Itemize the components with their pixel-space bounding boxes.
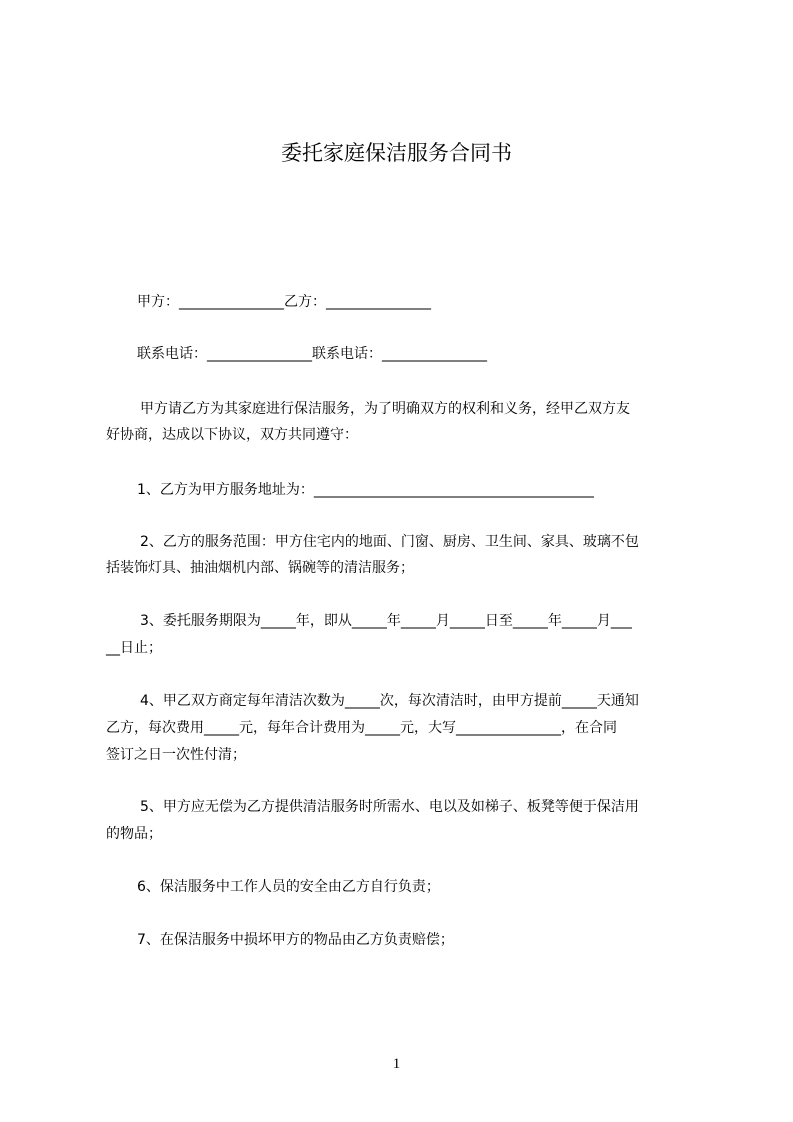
clause-2-line-2: 括装饰灯具、抽油烟机内部、锅碗等的清洁服务；: [106, 560, 414, 576]
clause-6-line-1: 6、保洁服务中工作人员的安全由乙方自行负责；: [137, 879, 440, 895]
phone-line: 联系电话：_______________联系电话：_______________: [137, 346, 487, 362]
clause-1-line-1: 1、乙方为甲方服务地址为：________________________________________: [137, 482, 594, 498]
clause-4-line-2: 乙方，每次费用_____元，每年合计费用为_____元，大写_______________，在合同: [106, 720, 617, 736]
clause-4-line-3: 签订之日一次性付清；: [106, 747, 246, 763]
clause-3-line-2: __日止；: [106, 640, 162, 656]
intro-line-2: 好协商，达成以下协议，双方共同遵守：: [106, 427, 358, 443]
clause-5-line-1: 5、甲方应无偿为乙方提供清洁服务时所需水、电以及如梯子、板凳等便于保洁用: [140, 799, 639, 815]
clause-2-line-1: 2、乙方的服务范围：甲方住宅内的地面、门窗、厨房、卫生间、家具、玻璃不包: [140, 534, 639, 550]
page-number: 1: [392, 1056, 401, 1072]
clause-5-line-2: 的物品；: [106, 826, 162, 842]
intro-line-1: 甲方请乙方为其家庭进行保洁服务，为了明确双方的权利和义务，经甲乙双方友: [140, 401, 630, 417]
document-title: 委托家庭保洁服务合同书: [281, 141, 512, 165]
clause-4-line-1: 4、甲乙双方商定每年清洁次数为_____次，每次清洁时，由甲方提前_____天通知: [140, 693, 639, 709]
clause-3-line-1: 3、委托服务期限为_____年，即从_____年_____月_____日至_____年_____月___: [140, 613, 632, 629]
parties-line: 甲方：_______________乙方：_______________: [137, 294, 431, 310]
clause-7-line-1: 7、在保洁服务中损坏甲方的物品由乙方负责赔偿；: [137, 932, 454, 948]
